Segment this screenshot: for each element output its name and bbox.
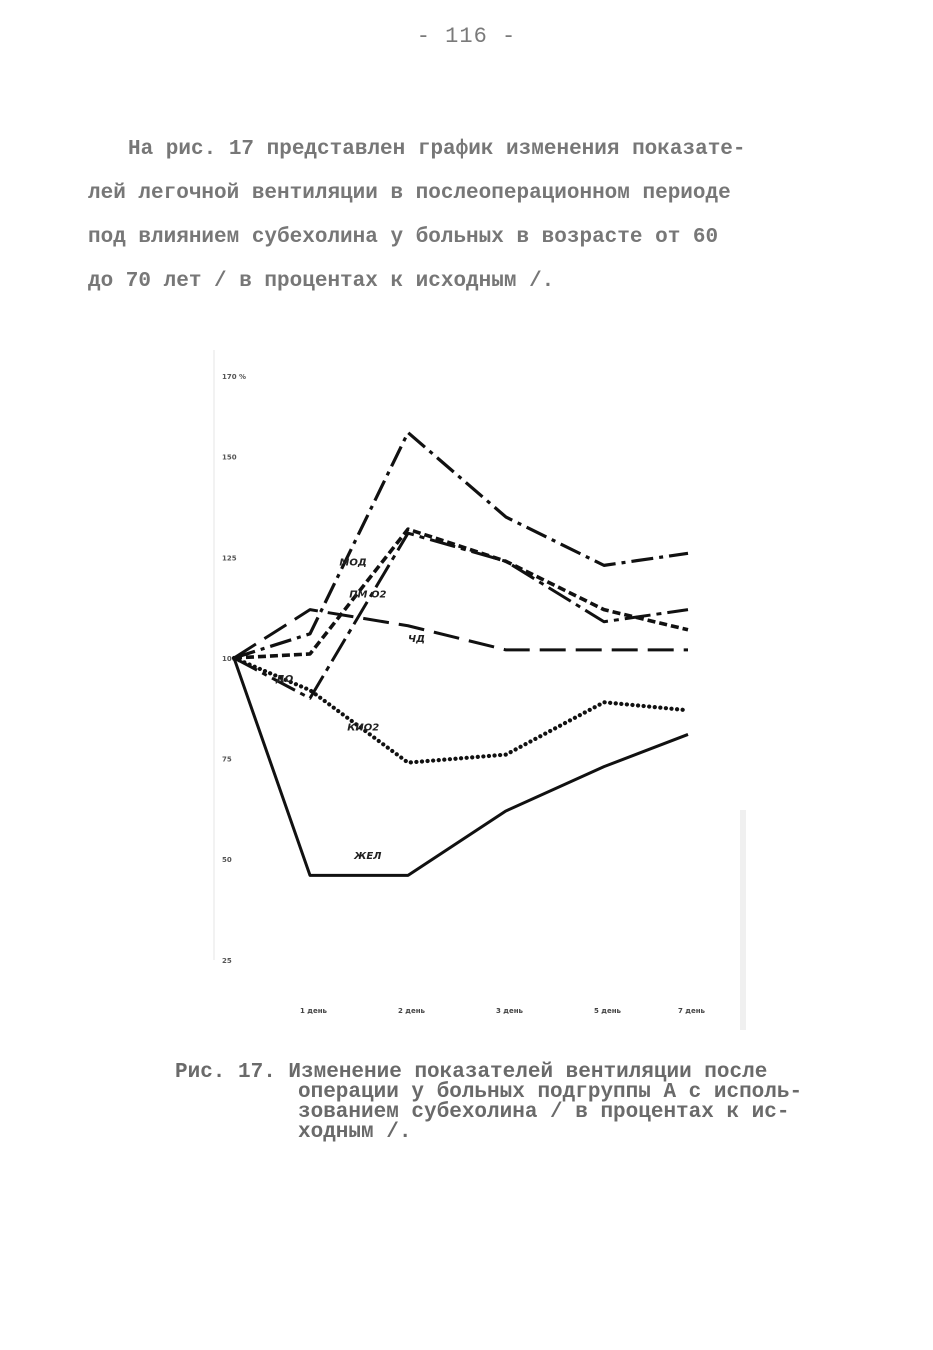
caption-line: ходным /. xyxy=(298,1121,412,1144)
caption-line: операции у больных подгруппы А с исполь- xyxy=(298,1081,803,1104)
y-tick-label: 75 xyxy=(222,755,232,764)
x-tick-label: 1 день xyxy=(300,1007,327,1015)
x-tick-label: 3 день xyxy=(496,1007,523,1015)
page-number: - 116 - xyxy=(416,24,517,49)
series-label: ПМ О2 xyxy=(349,589,387,601)
series-line xyxy=(234,658,688,875)
series-label: ДО xyxy=(275,674,294,686)
y-tick-label: 50 xyxy=(222,856,232,865)
paragraph-line: На рис. 17 представлен график изменения показате- xyxy=(128,138,746,161)
y-tick-label: 170 % xyxy=(222,373,247,382)
series-label: МОД xyxy=(339,557,367,569)
figure-caption xyxy=(175,1063,875,1143)
x-tick-label: 7 день xyxy=(678,1007,705,1015)
x-tick-label: 5 день xyxy=(594,1007,621,1015)
series-label: КИО2 xyxy=(347,722,380,734)
chart-svg xyxy=(200,340,760,1040)
y-tick-label: 150 xyxy=(222,453,237,462)
y-tick-label: 25 xyxy=(222,956,232,965)
paragraph-line: до 70 лет / в процентах к исходным /. xyxy=(88,270,555,293)
y-tick-label: 100 xyxy=(222,654,237,663)
series-label: ЧД xyxy=(408,633,425,645)
series-line xyxy=(234,658,688,763)
series-line xyxy=(234,610,688,658)
x-tick-label: 2 день xyxy=(398,1007,425,1015)
series-label: ЖЕЛ xyxy=(354,851,382,863)
y-tick-label: 125 xyxy=(222,554,237,563)
ventilation-chart xyxy=(200,340,760,1040)
scan-edge xyxy=(740,810,746,1030)
caption-line: Рис. 17. Изменение показателей вентиляции после xyxy=(175,1061,768,1084)
paragraph-line: лей легочной вентиляции в послеоперационном периоде xyxy=(88,182,731,205)
intro-paragraph xyxy=(88,128,828,304)
caption-line: зованием субехолина / в процентах к ис- xyxy=(298,1101,790,1124)
paragraph-line: под влиянием субехолина у больных в возрасте от 60 xyxy=(88,226,719,249)
